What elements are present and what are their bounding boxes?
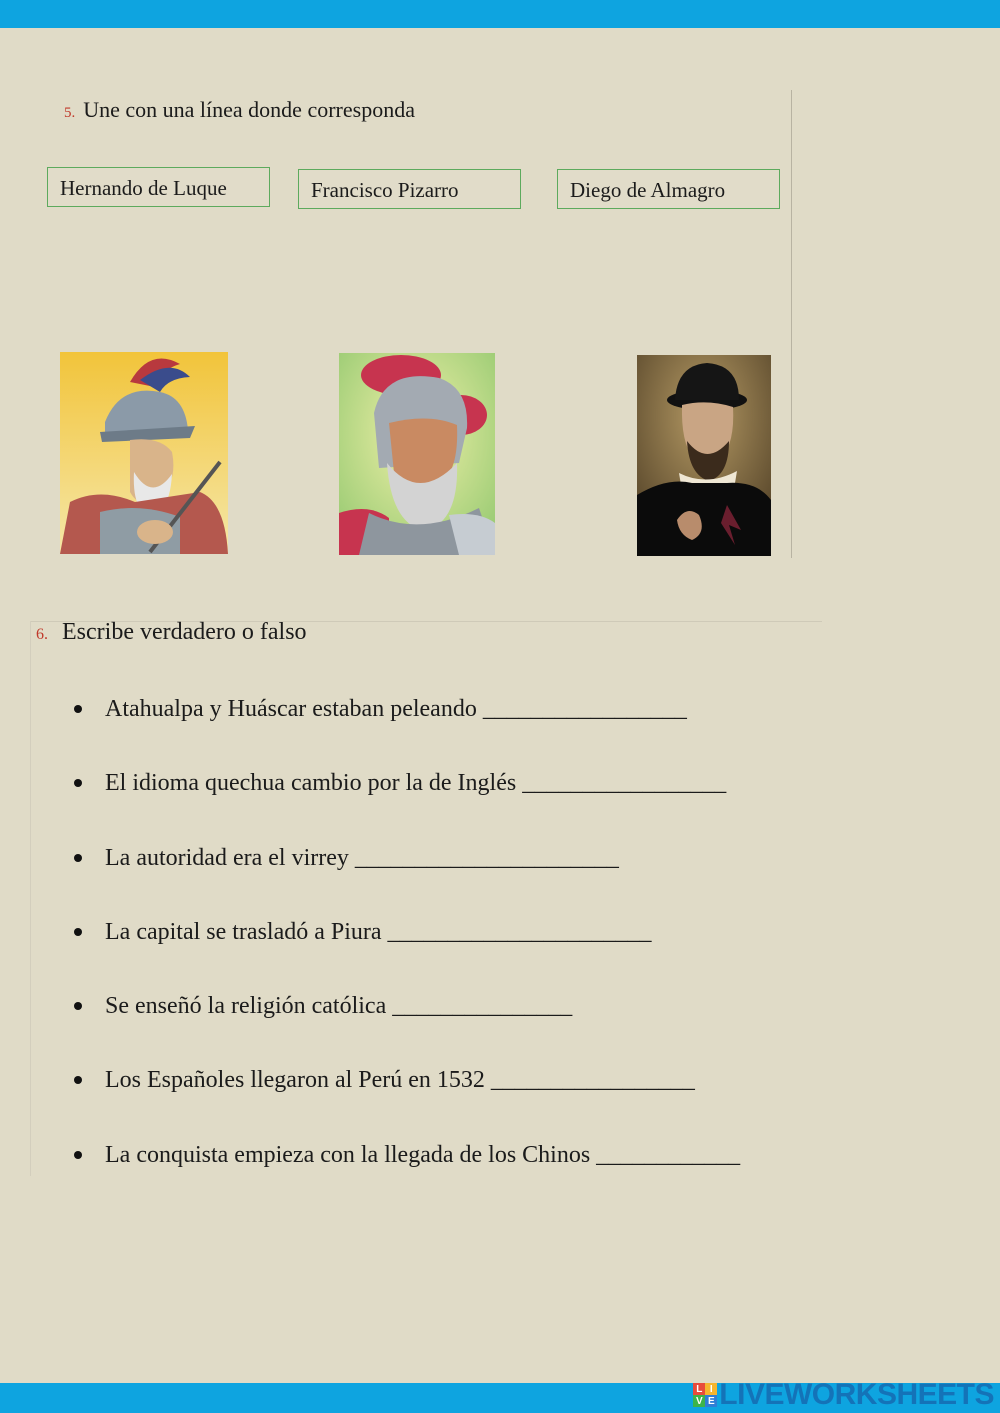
true-false-list	[72, 690, 740, 1210]
question-6-title	[36, 619, 307, 646]
conquistador-portrait-1[interactable]	[60, 352, 228, 554]
question-number: 5.	[64, 105, 76, 121]
liveworksheets-logo	[693, 1377, 994, 1413]
statement-item[interactable]: La capital se trasladó a Piura ______________________	[72, 913, 740, 987]
statement-item[interactable]: Los Españoles llegaron al Perú en 1532 _________________	[72, 1061, 740, 1135]
question-number: 6.	[36, 626, 48, 643]
question-instruction: Escribe verdadero o falso	[62, 619, 307, 645]
logo-mark-icon: L I V E	[693, 1383, 717, 1407]
section-divider-vertical	[791, 90, 792, 558]
man-in-black-hat-portrait[interactable]	[637, 355, 771, 556]
question-instruction: Une con una línea donde corresponda	[83, 97, 415, 122]
statement-item[interactable]: La conquista empieza con la llegada de los Chinos ____________	[72, 1136, 740, 1210]
section-6-left-border	[30, 621, 31, 1176]
conquistador-portrait-2[interactable]	[339, 353, 495, 555]
top-bar	[0, 0, 1000, 28]
statement-item[interactable]: La autoridad era el virrey ______________________	[72, 839, 740, 913]
statement-item[interactable]: El idioma quechua cambio por la de Inglés _________________	[72, 764, 740, 838]
statement-item[interactable]: Se enseñó la religión católica _______________	[72, 987, 740, 1061]
logo-text: LIVEWORKSHEETS	[719, 1378, 994, 1411]
name-box-diego-de-almagro[interactable]: Diego de Almagro	[557, 169, 780, 209]
question-5-title	[64, 97, 415, 123]
statement-item[interactable]: Atahualpa y Huáscar estaban peleando _________________	[72, 690, 740, 764]
name-box-hernando-de-luque[interactable]: Hernando de Luque	[47, 167, 270, 207]
name-box-francisco-pizarro[interactable]: Francisco Pizarro	[298, 169, 521, 209]
